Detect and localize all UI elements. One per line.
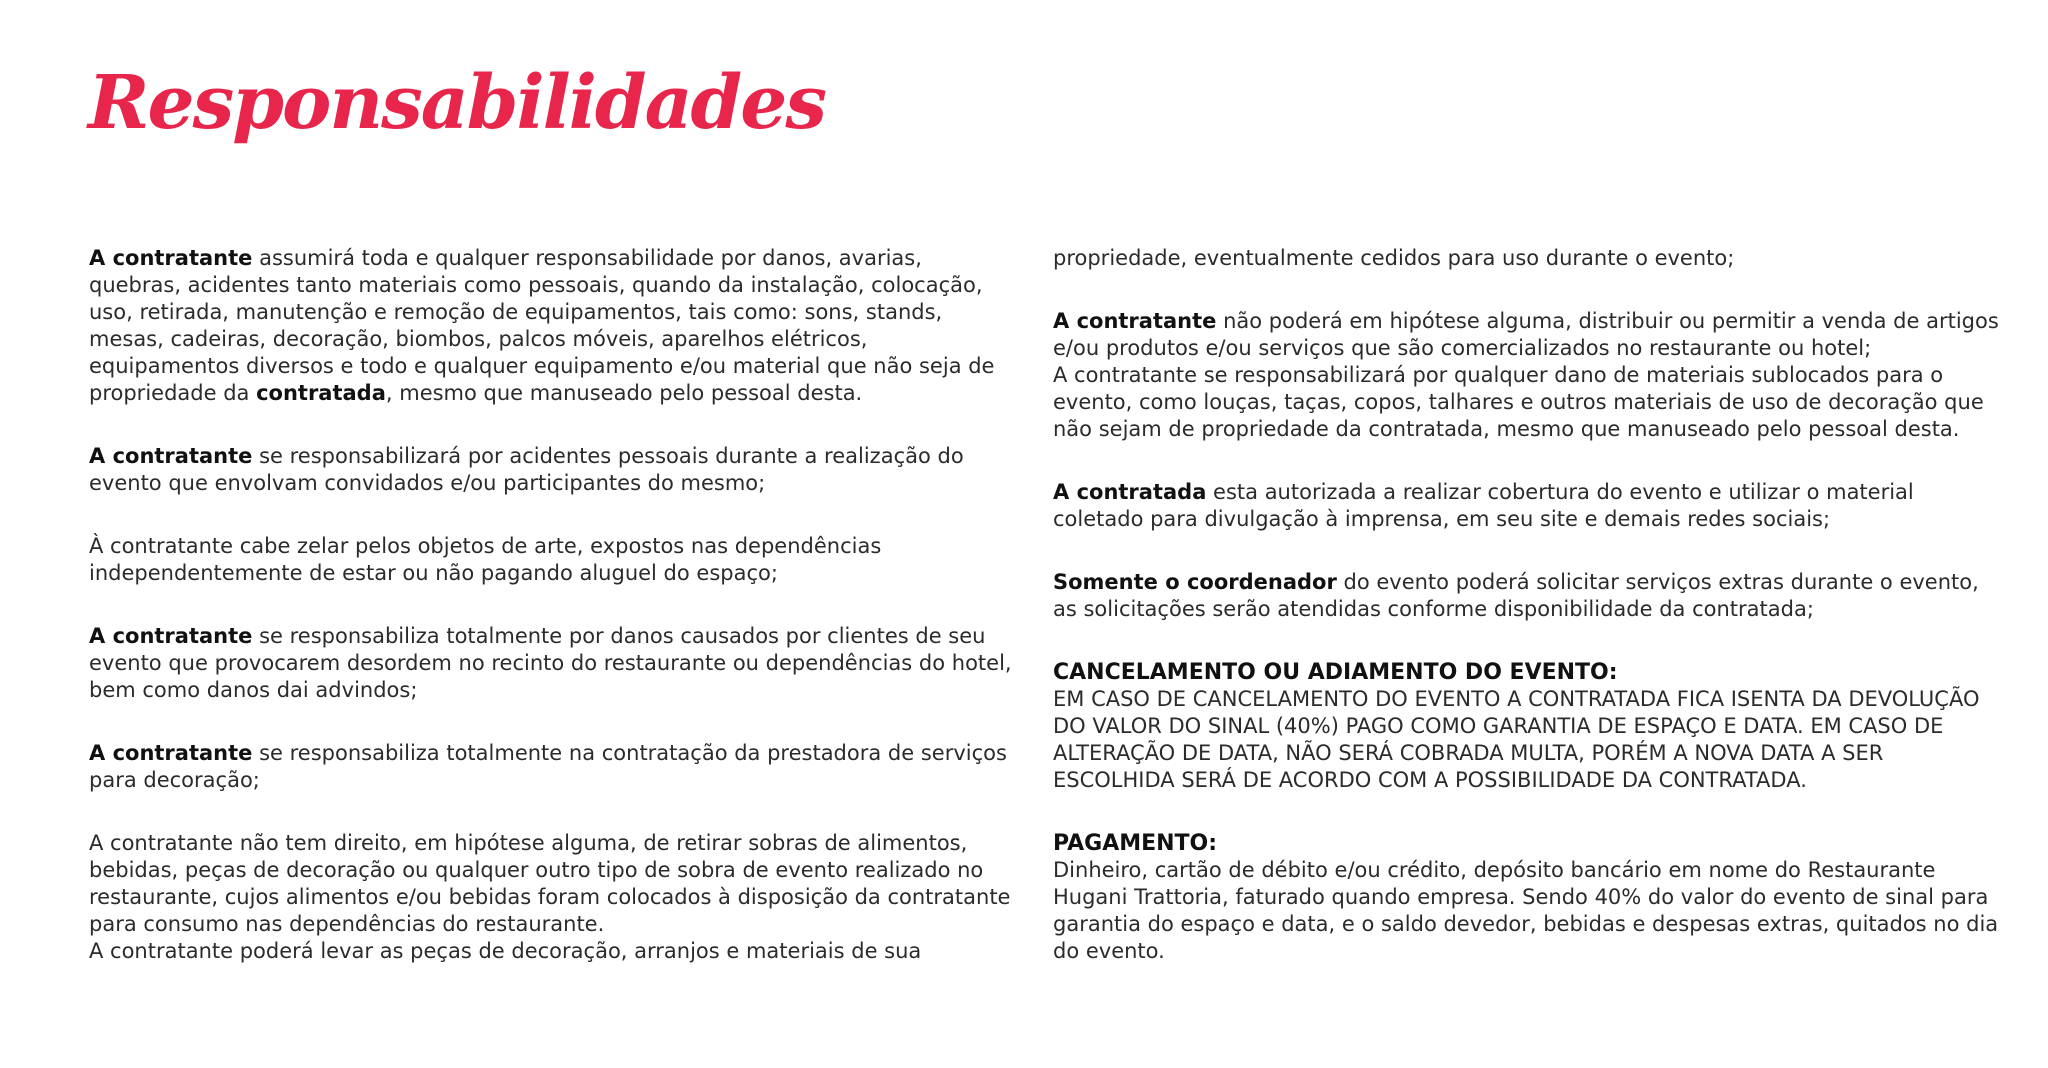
paragraph-no-sales <box>1053 308 2003 362</box>
paragraph-sublet-materials <box>1053 362 2003 443</box>
paragraph-lead-2: contratada <box>256 381 386 405</box>
left-column <box>89 245 1019 965</box>
cancellation-text: EM CASO DE CANCELAMENTO DO EVENTO A CONTRATADA FICA ISENTA DA DEVOLUÇÃO DO VALOR DO SINAL (40%) PAGO COMO GARANTIA DE ESPAÇO E DATA. EM CASO DE ALTERAÇÃO DE DATA, NÃO SERÁ COBRADA MULTA, PORÉM A NOVA DATA A SER ESCOLHIDA SERÁ DE ACORDO COM A POSSIBILIDADE DA CONTRATADA. <box>1053 687 1980 792</box>
paragraph-text: se responsabilizará por acidentes pessoais durante a realização do evento que envolvam convidados e/ou participantes do mesmo; <box>89 444 964 495</box>
paragraph-lead: A contratante <box>89 624 253 648</box>
page-title: Responsabilidades <box>88 60 826 146</box>
paragraph-decoration <box>89 740 1019 794</box>
paragraph-art-objects <box>89 533 1019 587</box>
paragraph-text: À contratante cabe zelar pelos objetos de arte, expostos nas dependências independentemente de estar ou não pagando aluguel do espaço; <box>89 534 882 585</box>
paragraph-lead: A contratada <box>1053 480 1207 504</box>
paragraph-lead: A contratante <box>1053 309 1217 333</box>
paragraph-take-decor <box>89 938 1019 965</box>
paragraph-text: do evento poderá solicitar serviços extras durante o evento, as solicitações serão atendidas conforme disponibilidade da contratada; <box>1053 570 1979 621</box>
paragraph-text: propriedade, eventualmente cedidos para uso durante o evento; <box>1053 246 1735 270</box>
paragraph-text: se responsabiliza totalmente por danos causados por clientes de seu evento que provocarem desordem no recinto do restaurante ou dependências do hotel, bem como danos dai advindos; <box>89 624 1012 702</box>
paragraph-text: se responsabiliza totalmente na contratação da prestadora de serviços para decoração; <box>89 741 1007 792</box>
payment-text: Dinheiro, cartão de débito e/ou crédito, depósito bancário em nome do Restaurante Hugani Trattoria, faturado quando empresa. Sendo 40% do valor do evento de sinal para garantia do espaço e data, e o saldo devedor, bebidas e despesas extras, quitados no dia do evento. <box>1053 858 1999 963</box>
payment-section <box>1053 830 2003 965</box>
right-column <box>1053 245 2003 965</box>
paragraph-text: não poderá em hipótese alguma, distribuir ou permitir a venda de artigos e/ou produtos e/ou serviços que são comercializados no restaurante ou hotel; <box>1053 309 1999 360</box>
paragraph-text: assumirá toda e qualquer responsabilidade por danos, avarias, quebras, acidentes tanto materiais como pessoais, quando da instalação, colocação, uso, retirada, manutenção e remoção de equipamentos, tais como: sons, stands, mesas, cadeiras, decoração, biombos, palcos móveis, aparelhos elétricos, equipamentos diversos e todo e qualquer equipamento e/ou material que não seja de propriedade da <box>89 246 995 405</box>
paragraph-lead: A contratante <box>89 741 253 765</box>
paragraph-lead: A contratante <box>89 444 253 468</box>
paragraph-text: A contratante poderá levar as peças de decoração, arranjos e materiais de sua <box>89 939 922 963</box>
paragraph-damages <box>89 245 1019 407</box>
paragraph-coordinator <box>1053 569 2003 623</box>
paragraph-guest-damages <box>89 623 1019 704</box>
paragraph-take-decor-cont <box>1053 245 2003 272</box>
paragraph-text: esta autorizada a realizar cobertura do evento e utilizar o material coletado para divulgação à imprensa, em seu site e demais redes sociais; <box>1053 480 1914 531</box>
paragraph-leftovers <box>89 830 1019 938</box>
paragraph-text: A contratante não tem direito, em hipótese alguma, de retirar sobras de alimentos, bebidas, peças de decoração ou qualquer outro tipo de sobra de evento realizado no restaurante, cujos alimentos e/ou bebidas foram colocados à disposição da contratante para consumo nas dependências do restaurante. <box>89 831 1011 936</box>
cancellation-heading: CANCELAMENTO OU ADIAMENTO DO EVENTO: <box>1053 660 1618 685</box>
paragraph-text-2: , mesmo que manuseado pelo pessoal desta. <box>385 381 863 405</box>
payment-heading: PAGAMENTO: <box>1053 831 1218 856</box>
paragraph-lead: A contratante <box>89 246 253 270</box>
paragraph-coverage <box>1053 479 2003 533</box>
paragraph-lead: Somente o coordenador <box>1053 570 1337 594</box>
paragraph-text: A contratante se responsabilizará por qualquer dano de materiais sublocados para o evento, como louças, taças, copos, talhares e outros materiais de uso de decoração que não sejam de propriedade da contratada, mesmo que manuseado pelo pessoal desta. <box>1053 363 1984 441</box>
cancellation-section <box>1053 659 2003 794</box>
paragraph-accidents <box>89 443 1019 497</box>
